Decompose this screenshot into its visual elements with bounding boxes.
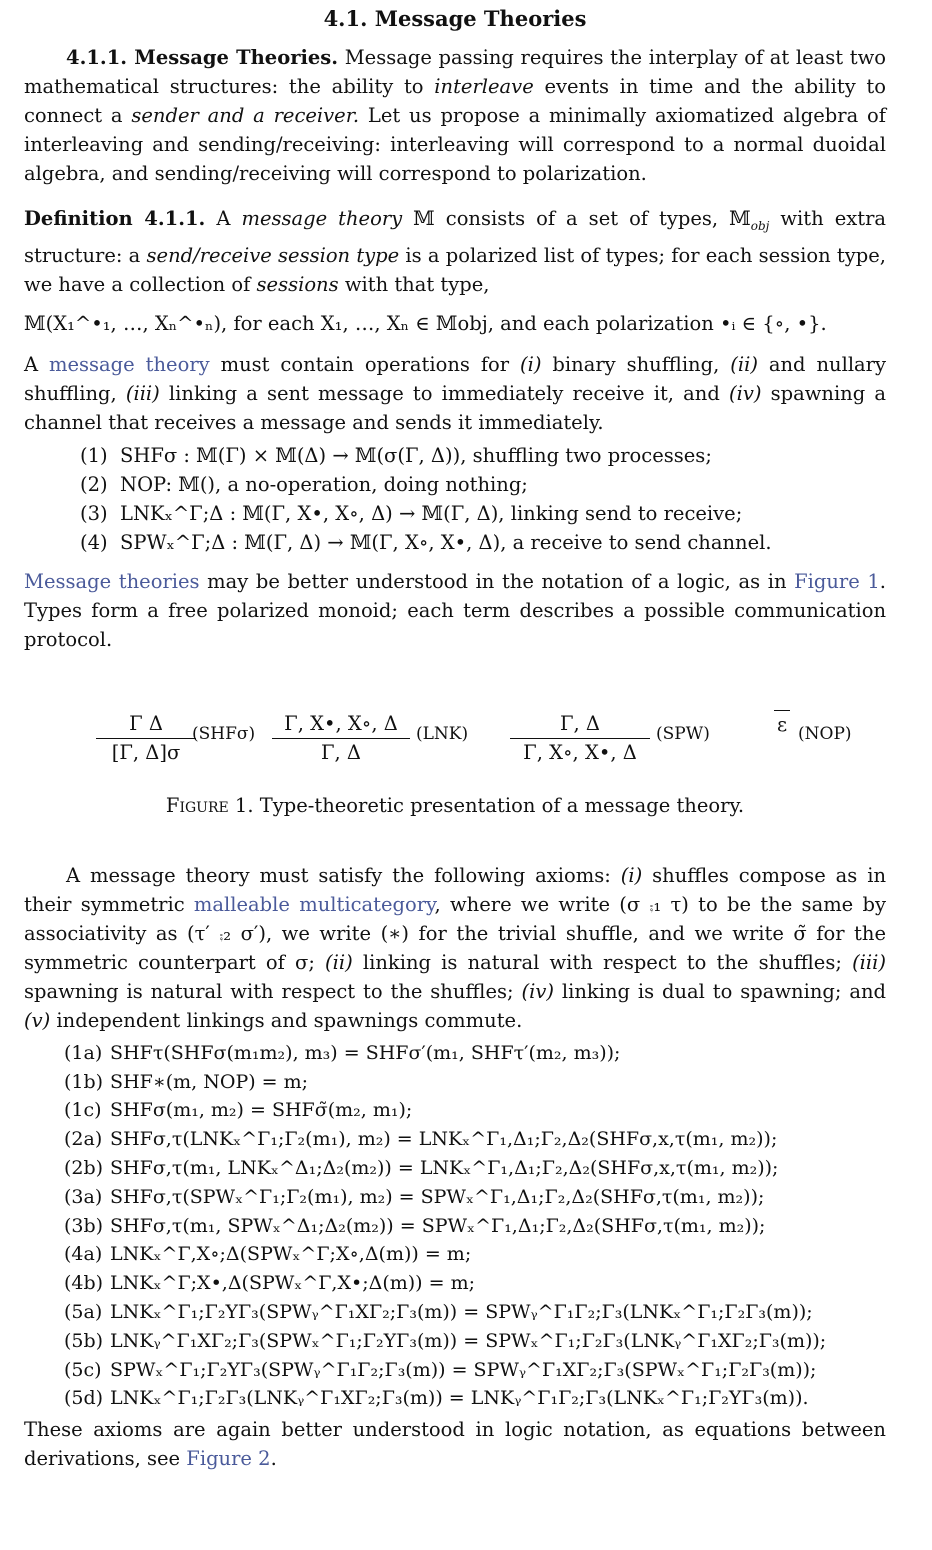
rule-spw: Γ, Δ Γ, X∘, X•, Δ bbox=[510, 710, 650, 767]
operations-list bbox=[24, 441, 886, 557]
axioms-paragraph: A message theory must satisfy the following axioms: (i) shuffles compose as in their symmetric malleable multicategory, where we write (σ ⨾₁ τ) to be the same by associativity as (τ′ ⨾₂ σ′), we write (∗) for the trivial shuffle, and we write σ̃ for the symmetric counterpart of σ; (ii) linking is natural with respect to the shuffles; (iii) spawning is natural with respect to the shuffles; (iv) linking is dual to spawning; and (v) independent linkings and spawnings commute. bbox=[24, 863, 886, 1032]
rule-shf-label: (SHFσ) bbox=[192, 723, 256, 744]
figure1-link[interactable]: Figure 1 bbox=[794, 569, 880, 593]
axiom-item: (5d) LNKₓ^Γ₁;Γ₂Γ₃(LNKᵧ^Γ₁XΓ₂;Γ₃(m)) = LNKᵧ^Γ₁Γ₂;Γ₃(LNKₓ^Γ₁;Γ₂YΓ₃(m)). bbox=[64, 1387, 809, 1410]
rule-nop-label: (NOP) bbox=[798, 723, 852, 744]
axiom-item: (5a) LNKₓ^Γ₁;Γ₂YΓ₃(SPWᵧ^Γ₁XΓ₂;Γ₃(m)) = SPWᵧ^Γ₁Γ₂;Γ₃(LNKₓ^Γ₁;Γ₂Γ₃(m)); bbox=[64, 1301, 813, 1324]
rule-shf: Γ Δ [Γ, Δ]σ bbox=[96, 710, 196, 767]
figure-1 bbox=[24, 710, 886, 788]
axiom-item: (1a) SHFτ(SHFσ(m₁m₂), m₃) = SHFσ′(m₁, SHFτ′(m₂, m₃)); bbox=[64, 1041, 621, 1064]
list-item: (3) LNKₓ^Γ;Δ : 𝕄(Γ, X•, X∘, Δ) → 𝕄(Γ, Δ), linking send to receive; bbox=[80, 501, 743, 525]
rule-lnk-label: (LNK) bbox=[416, 723, 469, 744]
subsection-heading: 4.1.1. Message Theories. bbox=[66, 46, 339, 69]
paper-page bbox=[24, 0, 886, 1473]
message-theories-link[interactable]: Message theories bbox=[24, 569, 200, 593]
axiom-item: (3b) SHFσ,τ(m₁, SPWₓ^Δ₁;Δ₂(m₂)) = SPWₓ^Γ₁,Δ₁;Γ₂,Δ₂(SHFσ,τ(m₁, m₂)); bbox=[64, 1214, 766, 1237]
operations-paragraph: A message theory must contain operations for (i) binary shuffling, (ii) and nullary shuffling, (iii) linking a sent message to immediately receive it, and (iv) spawning a channel that receives a message and sends it immediately. bbox=[24, 352, 887, 434]
axiom-item: (1c) SHFσ(m₁, m₂) = SHFσ̃(m₂, m₁); bbox=[64, 1099, 413, 1122]
rule-lnk: Γ, X•, X∘, Δ Γ, Δ bbox=[272, 710, 410, 767]
list-item: (2) NOP: 𝕄(), a no-operation, doing nothing; bbox=[80, 472, 528, 496]
rule-spw-label: (SPW) bbox=[656, 723, 710, 744]
axiom-item: (5c) SPWₓ^Γ₁;Γ₂YΓ₃(SPWᵧ^Γ₁Γ₂;Γ₃(m)) = SPWᵧ^Γ₁XΓ₂;Γ₃(SPWₓ^Γ₁;Γ₂Γ₃(m)); bbox=[64, 1358, 817, 1381]
axiom-item: (4b) LNKₓ^Γ;X•,Δ(SPWₓ^Γ,X•;Δ(m)) = m; bbox=[64, 1272, 475, 1295]
figure2-link[interactable]: Figure 2 bbox=[186, 1447, 271, 1471]
axiom-item: (3a) SHFσ,τ(SPWₓ^Γ₁;Γ₂(m₁), m₂) = SPWₓ^Γ₁,Δ₁;Γ₂,Δ₂(SHFσ,τ(m₁, m₂)); bbox=[64, 1185, 765, 1208]
list-item: (4) SPWₓ^Γ;Δ : 𝕄(Γ, Δ) → 𝕄(Γ, X∘, X•, Δ), a receive to send channel. bbox=[80, 530, 772, 554]
definition-paragraph: Definition 4.1.1. A message theory 𝕄 consists of a set of types, 𝕄$_{obj}$ with extra structure: a send/receive session type is a polarized list of types; for each session type, we have a collection of sessions with that type, bbox=[24, 207, 887, 296]
display-formula: 𝕄(X₁^•₁, …, Xₙ^•ₙ), for each X₁, …, Xₙ ∈ 𝕄obj, and each polarization •ᵢ ∈ {∘, •}. bbox=[24, 311, 827, 335]
intro-paragraph: 4.1.1. Message Theories. Message passing requires the interplay of at least two mathematical structures: the ability to interleave events in time and the ability to connect a sender and a receiver. Let us propose a minimally axiomatized algebra of interleaving and sending/receiving: interleaving will correspond to a normal duoidal algebra, and sending/receiving will correspond to polarization. bbox=[24, 46, 887, 185]
axioms-list bbox=[24, 1039, 886, 1413]
axiom-item: (5b) LNKᵧ^Γ₁XΓ₂;Γ₃(SPWₓ^Γ₁;Γ₂YΓ₃(m)) = SPWₓ^Γ₁;Γ₂Γ₃(LNKᵧ^Γ₁XΓ₂;Γ₃(m)); bbox=[64, 1329, 827, 1352]
axiom-item: (1b) SHF∗(m, NOP) = m; bbox=[64, 1070, 309, 1093]
section-title: 4.1. Message Theories bbox=[323, 6, 587, 31]
logic-paragraph: Message theories may be better understood in the notation of a logic, as in Figure 1. Types form a free polarized monoid; each term describes a possible communication protocol. bbox=[24, 569, 886, 651]
axiom-item: (2b) SHFσ,τ(m₁, LNKₓ^Δ₁;Δ₂(m₂)) = LNKₓ^Γ₁,Δ₁;Γ₂,Δ₂(SHFσ,x,τ(m₁, m₂)); bbox=[64, 1157, 779, 1180]
axiom-item: (4a) LNKₓ^Γ,X∘;Δ(SPWₓ^Γ;X∘,Δ(m)) = m; bbox=[64, 1243, 472, 1266]
list-item: (1) SHFσ : 𝕄(Γ) × 𝕄(Δ) → 𝕄(σ(Γ, Δ)), shuffling two processes; bbox=[80, 443, 712, 467]
figure-1-caption: Figure 1. Type-theoretic presentation of a message theory. bbox=[165, 793, 745, 817]
rule-nop: ε bbox=[774, 710, 790, 739]
message-theory-link[interactable]: message theory bbox=[49, 352, 210, 376]
axiom-item: (2a) SHFσ,τ(LNKₓ^Γ₁;Γ₂(m₁), m₂) = LNKₓ^Γ₁,Δ₁;Γ₂,Δ₂(SHFσ,x,τ(m₁, m₂)); bbox=[64, 1128, 778, 1151]
definition-label: Definition 4.1.1. bbox=[24, 207, 206, 230]
closing-paragraph: These axioms are again better understood in logic notation, as equations between derivations, see Figure 2. bbox=[24, 1418, 886, 1471]
malleable-multicategory-link[interactable]: malleable multicategory bbox=[193, 892, 435, 916]
